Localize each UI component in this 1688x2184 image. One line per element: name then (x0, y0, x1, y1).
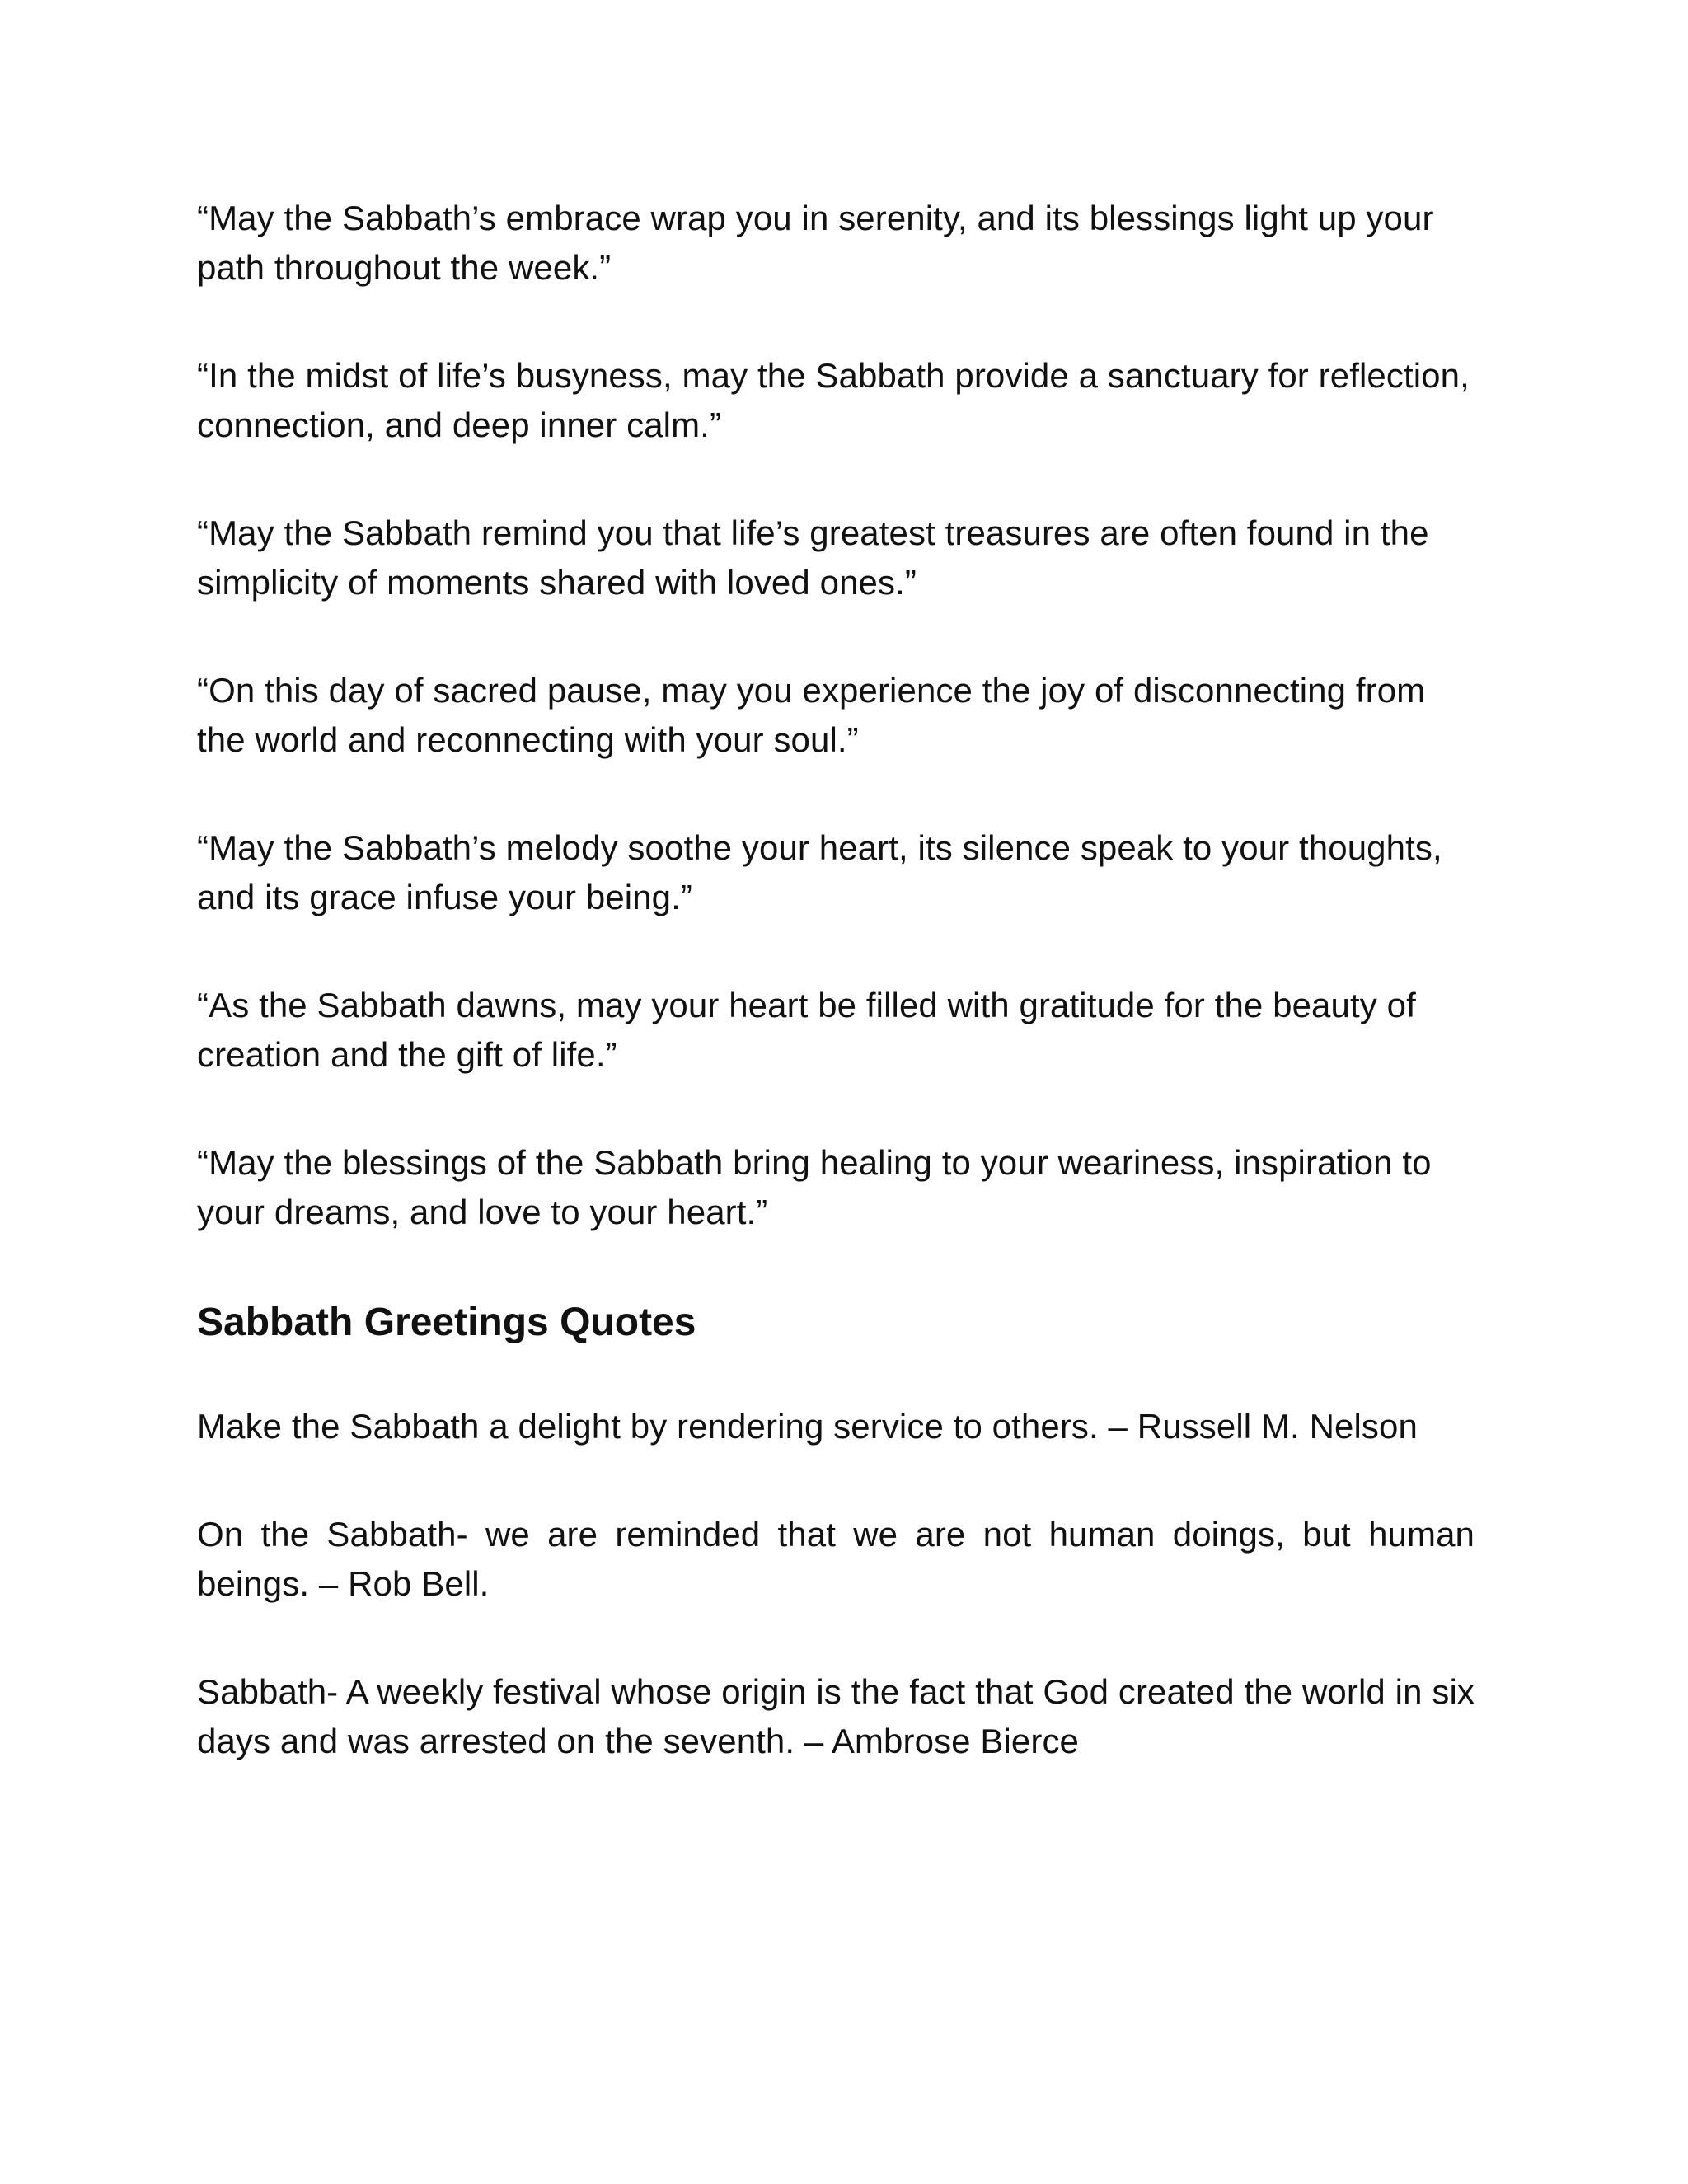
wish-paragraph: “May the Sabbath remind you that life’s greatest treasures are often found in the simplicity of moments shared with loved ones.” (197, 513, 1429, 602)
quote-paragraph: On the Sabbath- we are reminded that we are not human doings, but human beings. – Rob Bell. (197, 1515, 1475, 1603)
quote-paragraph: Make the Sabbath a delight by rendering service to others. – Russell M. Nelson (197, 1407, 1418, 1446)
wish-paragraph: “May the blessings of the Sabbath bring healing to your weariness, inspiration to your dreams, and love to your heart.” (197, 1143, 1432, 1231)
wish-paragraph: “As the Sabbath dawns, may your heart be filled with gratitude for the beauty of creation and the gift of life.” (197, 986, 1416, 1074)
wish-paragraph: “On this day of sacred pause, may you experience the joy of disconnecting from the world and reconnecting with your soul.” (197, 671, 1426, 759)
section-heading: Sabbath Greetings Quotes (197, 1301, 696, 1344)
wish-paragraph: “May the Sabbath’s embrace wrap you in serenity, and its blessings light up your path throughout the week.” (197, 199, 1434, 287)
wish-paragraph: “May the Sabbath’s melody soothe your heart, its silence speak to your thoughts, and its grace infuse your being.” (197, 828, 1442, 916)
wish-paragraph: “In the midst of life’s busyness, may the Sabbath provide a sanctuary for reflection, connection, and deep inner calm.” (197, 356, 1470, 444)
document-content (197, 194, 1475, 1825)
quote-paragraph: Sabbath- A weekly festival whose origin is the fact that God created the world in six days and was arrested on the seventh. – Ambrose Bierce (197, 1672, 1475, 1760)
